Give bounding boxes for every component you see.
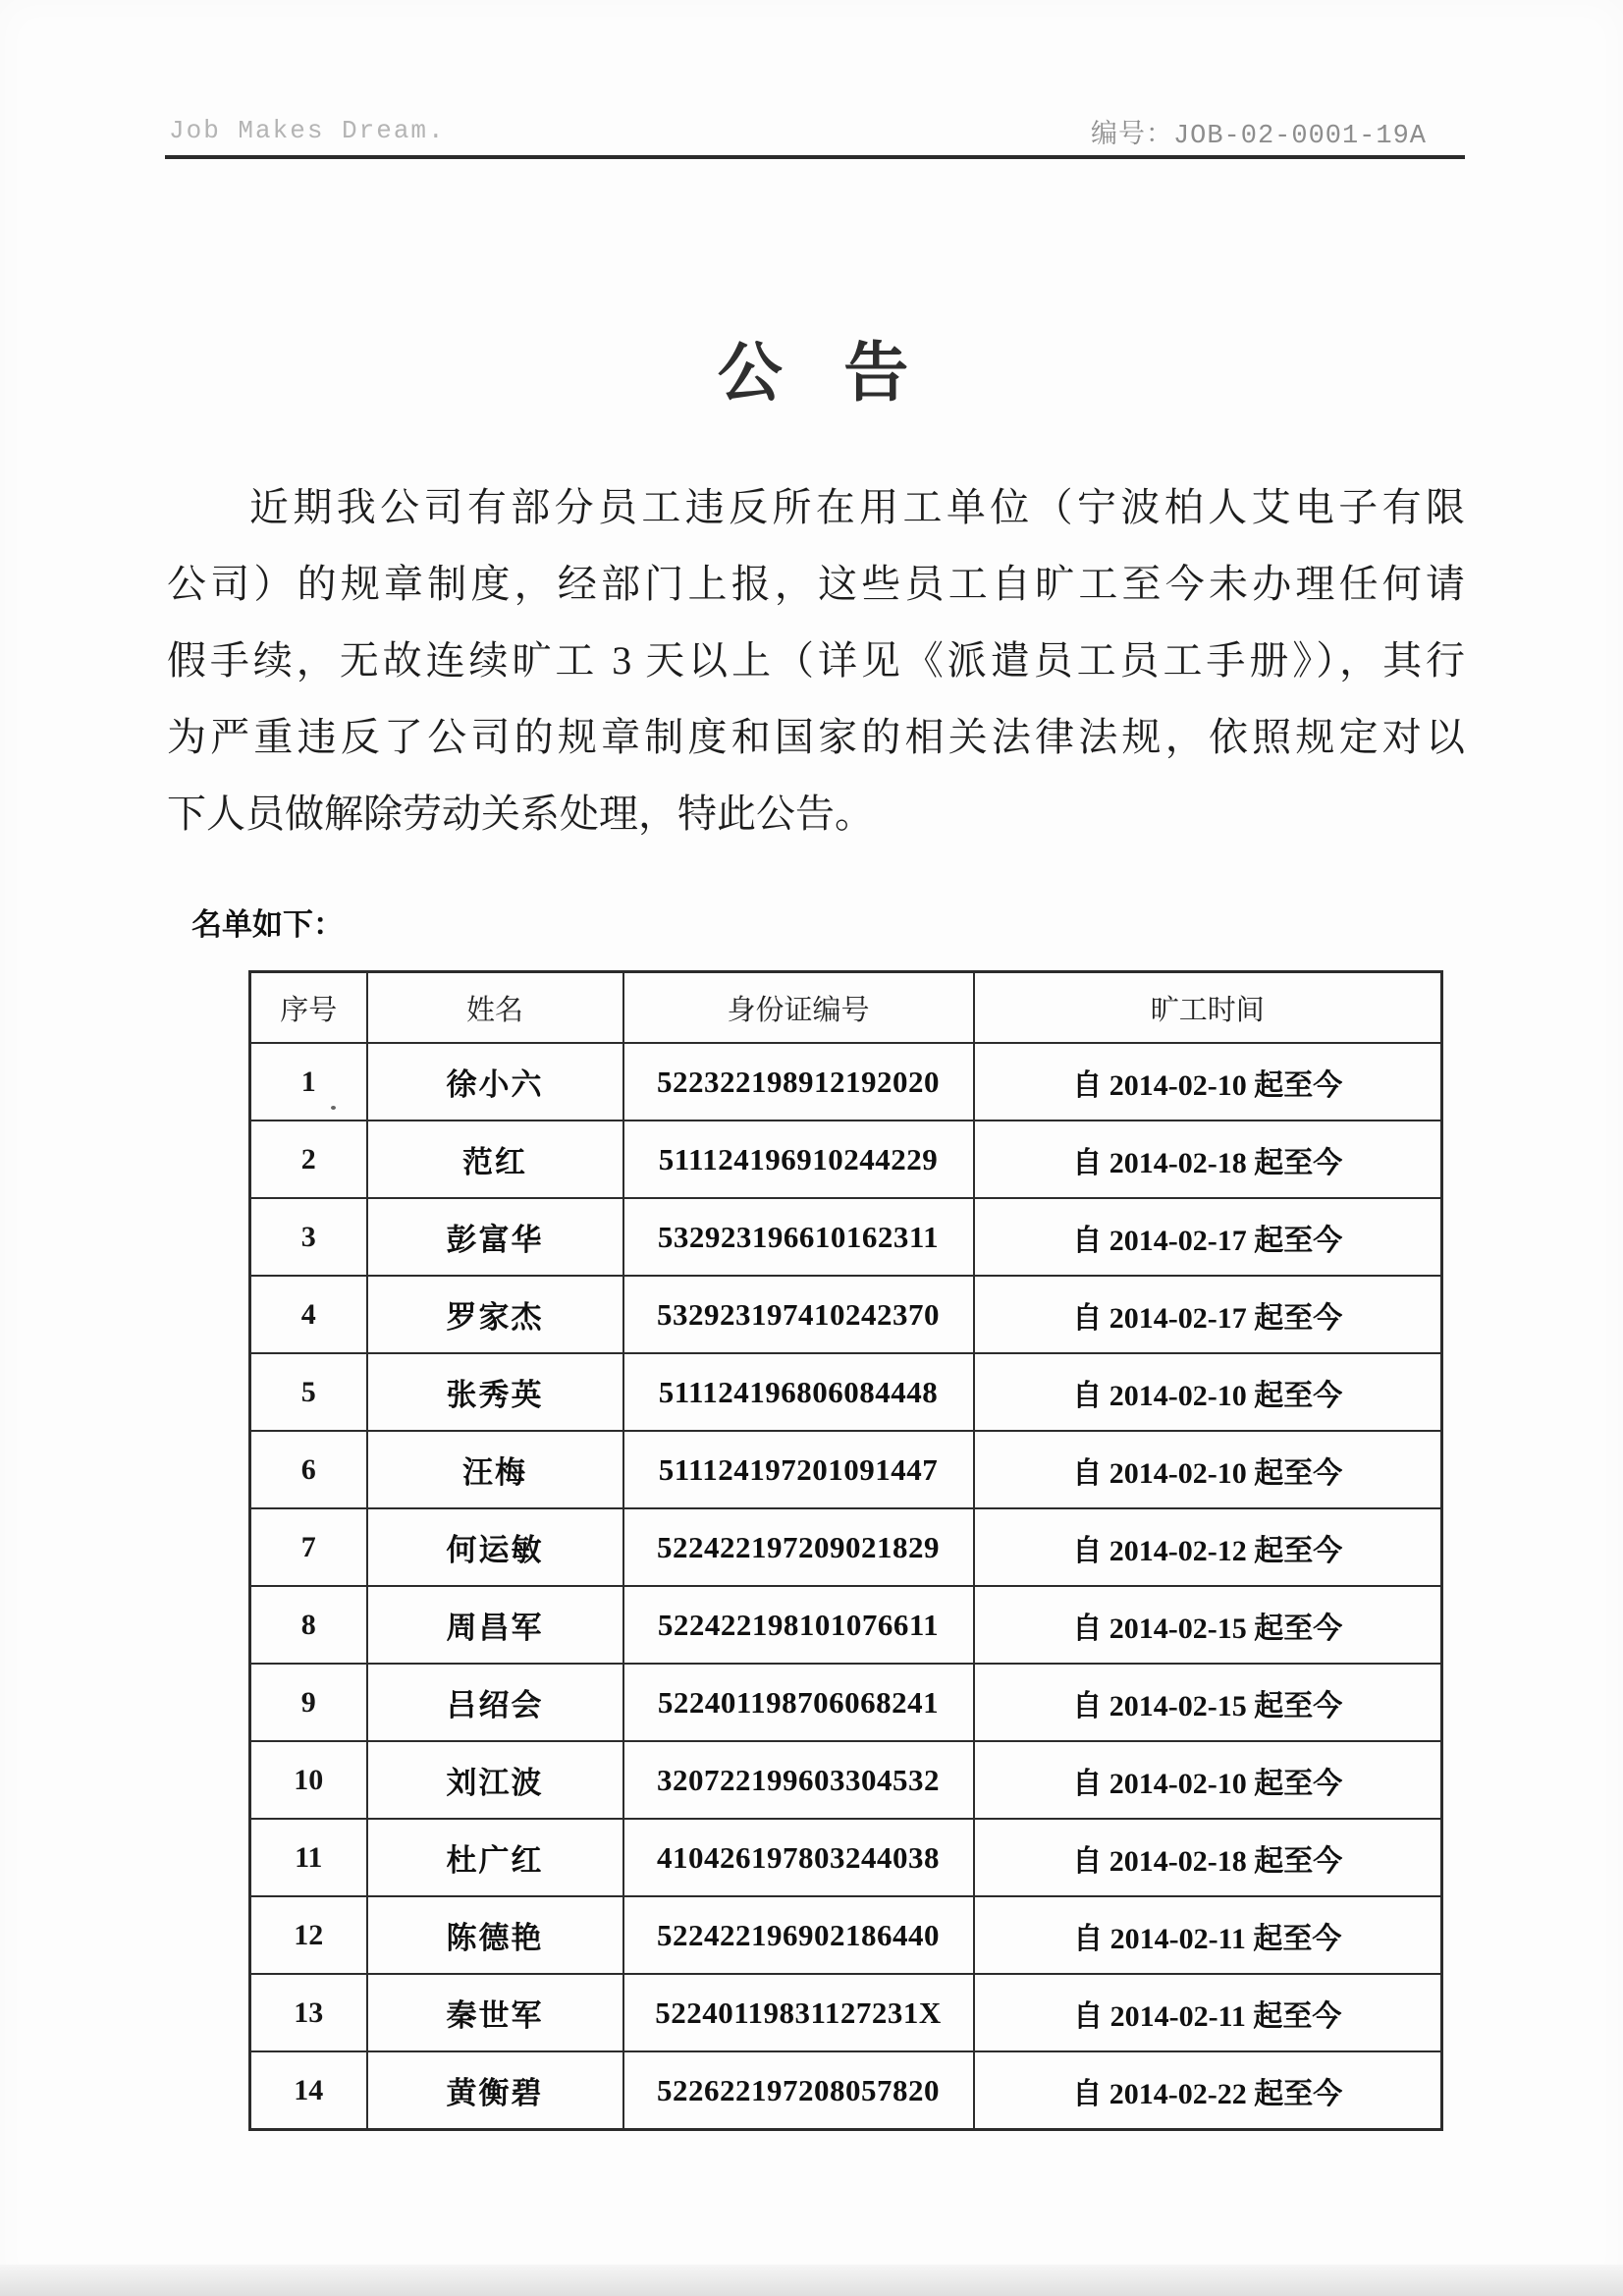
body-line-3: 假手续，无故连续旷工 3 天以上（详见《派遣员工员工手册》），其行 xyxy=(167,638,1465,683)
cell-id-number: 511124196910244229 xyxy=(623,1121,974,1198)
cell-id-number: 52240119831127231X xyxy=(623,1974,974,2051)
cell-employee-name: 秦世军 xyxy=(367,1974,623,2051)
cell-employee-name: 张秀英 xyxy=(367,1353,623,1431)
cell-id-number: 522322198912192020 xyxy=(623,1043,974,1121)
body-line-5: 下人员做解除劳动关系处理，特此公告。 xyxy=(167,792,874,836)
cell-employee-name: 罗家杰 xyxy=(367,1276,623,1353)
table-head xyxy=(250,972,1442,1044)
cell-employee-name: 杜广红 xyxy=(367,1819,623,1896)
scan-speck xyxy=(331,1106,336,1110)
table-row xyxy=(250,1586,1442,1664)
table-row xyxy=(250,1819,1442,1896)
cell-id-number: 410426197803244038 xyxy=(623,1819,974,1896)
cell-id-number: 522422196902186440 xyxy=(623,1896,974,1974)
table-row xyxy=(250,1896,1442,1974)
cell-absence-period: 自 2014-02-11 起至今 xyxy=(974,1896,1442,1974)
cell-absence-period: 自 2014-02-10 起至今 xyxy=(974,1353,1442,1431)
cell-index: 13 xyxy=(250,1974,367,2051)
cell-employee-name: 彭富华 xyxy=(367,1198,623,1276)
cell-index: 4 xyxy=(250,1276,367,1353)
cell-absence-period: 自 2014-02-17 起至今 xyxy=(974,1276,1442,1353)
cell-index: 2 xyxy=(250,1121,367,1198)
table-row xyxy=(250,1121,1442,1198)
cell-id-number: 511124197201091447 xyxy=(623,1431,974,1508)
cell-index: 3 xyxy=(250,1198,367,1276)
cell-employee-name: 徐小六 xyxy=(367,1043,623,1121)
col-header-name: 姓名 xyxy=(367,972,623,1044)
cell-employee-name: 黄衡碧 xyxy=(367,2051,623,2130)
cell-id-number: 522401198706068241 xyxy=(623,1664,974,1741)
table-row xyxy=(250,1974,1442,2051)
cell-index: 11 xyxy=(250,1819,367,1896)
cell-absence-period: 自 2014-02-15 起至今 xyxy=(974,1586,1442,1664)
cell-employee-name: 周昌军 xyxy=(367,1586,623,1664)
cell-employee-name: 汪梅 xyxy=(367,1431,623,1508)
cell-id-number: 522622197208057820 xyxy=(623,2051,974,2130)
cell-id-number: 511124196806084448 xyxy=(623,1353,974,1431)
page-title: 公 告 xyxy=(717,338,915,410)
cell-absence-period: 自 2014-02-18 起至今 xyxy=(974,1819,1442,1896)
cell-index: 5 xyxy=(250,1353,367,1431)
dismissal-roster-table xyxy=(248,970,1443,2131)
table-row xyxy=(250,1043,1442,1121)
table-header-row xyxy=(250,972,1442,1044)
body-line-2: 公司）的规章制度，经部门上报，这些员工自旷工至今未办理任何请 xyxy=(167,562,1465,606)
cell-absence-period: 自 2014-02-22 起至今 xyxy=(974,2051,1442,2130)
table-row xyxy=(250,1508,1442,1586)
cell-id-number: 532923196610162311 xyxy=(623,1198,974,1276)
cell-id-number: 522422197209021829 xyxy=(623,1508,974,1586)
table-body xyxy=(250,1043,1442,2130)
document-number: 编号：JOB-02-0001-19A xyxy=(1090,122,1427,151)
cell-absence-period: 自 2014-02-15 起至今 xyxy=(974,1664,1442,1741)
table-row xyxy=(250,2051,1442,2130)
cell-index: 14 xyxy=(250,2051,367,2130)
cell-index: 1 xyxy=(250,1043,367,1121)
cell-employee-name: 范红 xyxy=(367,1121,623,1198)
col-header-period: 旷工时间 xyxy=(974,972,1442,1044)
table-row xyxy=(250,1198,1442,1276)
cell-absence-period: 自 2014-02-18 起至今 xyxy=(974,1121,1442,1198)
cell-absence-period: 自 2014-02-10 起至今 xyxy=(974,1741,1442,1819)
cell-index: 8 xyxy=(250,1586,367,1664)
cell-employee-name: 刘江波 xyxy=(367,1741,623,1819)
cell-id-number: 320722199603304532 xyxy=(623,1741,974,1819)
list-intro-label: 名单如下： xyxy=(191,907,344,942)
cell-employee-name: 何运敏 xyxy=(367,1508,623,1586)
cell-index: 9 xyxy=(250,1664,367,1741)
cell-absence-period: 自 2014-02-12 起至今 xyxy=(974,1508,1442,1586)
cell-absence-period: 自 2014-02-11 起至今 xyxy=(974,1974,1442,2051)
cell-id-number: 532923197410242370 xyxy=(623,1276,974,1353)
table-row xyxy=(250,1276,1442,1353)
cell-id-number: 522422198101076611 xyxy=(623,1586,974,1664)
table-row xyxy=(250,1431,1442,1508)
letterhead-divider-line xyxy=(165,155,1465,159)
cell-index: 7 xyxy=(250,1508,367,1586)
cell-index: 10 xyxy=(250,1741,367,1819)
cell-index: 6 xyxy=(250,1431,367,1508)
table-row xyxy=(250,1353,1442,1431)
cell-employee-name: 陈德艳 xyxy=(367,1896,623,1974)
cell-employee-name: 吕绍会 xyxy=(367,1664,623,1741)
cell-absence-period: 自 2014-02-10 起至今 xyxy=(974,1043,1442,1121)
col-header-index: 序号 xyxy=(250,972,367,1044)
cell-absence-period: 自 2014-02-10 起至今 xyxy=(974,1431,1442,1508)
letterhead-slogan: Job Makes Dream. xyxy=(169,116,446,145)
table-row xyxy=(250,1664,1442,1741)
scan-edge-shadow xyxy=(0,2265,1623,2296)
cell-index: 12 xyxy=(250,1896,367,1974)
col-header-id-number: 身份证编号 xyxy=(623,972,974,1044)
cell-absence-period: 自 2014-02-17 起至今 xyxy=(974,1198,1442,1276)
notice-body xyxy=(167,469,1465,852)
body-line-1: 近期我公司有部分员工违反所在用工单位（宁波柏人艾电子有限 xyxy=(249,485,1465,529)
table-row xyxy=(250,1741,1442,1819)
body-line-4: 为严重违反了公司的规章制度和国家的相关法律法规，依照规定对以 xyxy=(167,715,1465,759)
